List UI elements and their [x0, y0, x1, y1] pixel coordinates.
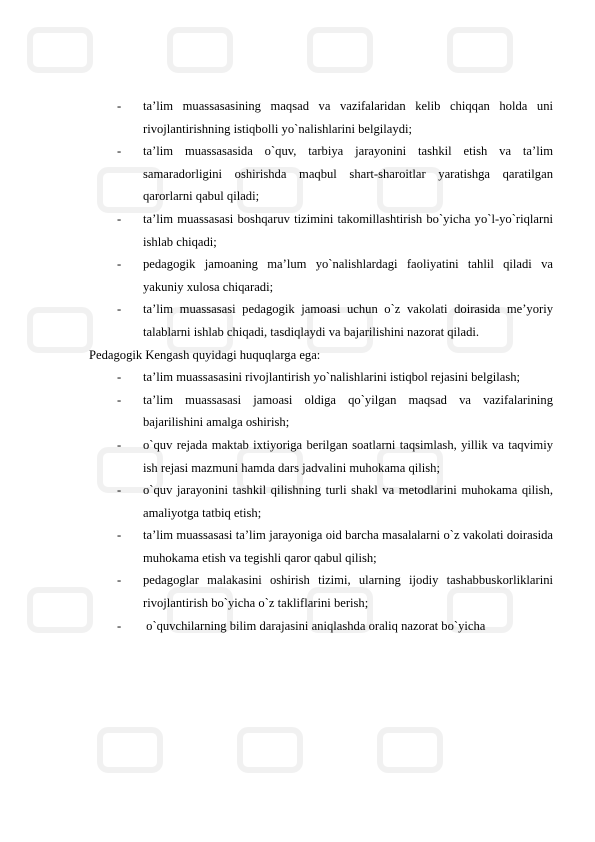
list2-item-text: o`quv rejada maktab ixtiyoriga berilgan soatlarni taqsimlash, yillik va taqvimiy ish rejasi mazmuni hamda dars jadvalini muhokama qilish; — [143, 437, 553, 475]
list2-item — [117, 524, 553, 569]
list1-item — [117, 208, 553, 253]
list2-item — [117, 366, 553, 389]
bullet-dash: - — [117, 618, 122, 633]
list1-item-text: ta’lim muassasasida o`quv, tarbiya jarayonini tashkil etish va ta’lim samaradorligini oshirishda maqbul shart-sharoitlar yaratishga qaratilgan qarorlarni qabul qiladi; — [143, 144, 553, 204]
list1-item — [117, 298, 553, 343]
document-body — [0, 95, 595, 637]
list1-item-text: ta’lim muassasasining maqsad va vazifalaridan kelib chiqqan holda uni rivojlantirishning istiqbolli yo`nalishlarini belgilaydi; — [143, 99, 553, 136]
list2-item-text: pedagoglar malakasini oshirish tizimi, ularning ijodiy tashabbuskorliklarini rivojlantirish bo`yicha o`z takliflarini berish; — [143, 573, 553, 611]
bullet-dash: - — [117, 483, 122, 498]
list2-item-text: o`quv jarayonini tashkil qilishning turli shakl va metodlarini muhokama qilish, amaliyotga tatbiq etish; — [143, 483, 553, 520]
bullet-dash: - — [117, 392, 122, 407]
list2-item-text: ta’lim muassasasi jamoasi oldiga qo`yilgan maqsad va vazifalarining bajarilishini amalga oshirish; — [143, 392, 553, 430]
list2-item — [117, 569, 553, 614]
list1-item — [117, 253, 553, 298]
bullet-dash: - — [117, 302, 122, 317]
bullet-dash: - — [117, 528, 122, 543]
list1-item — [117, 140, 553, 208]
list1-item-text: ta’lim muassasasi boshqaruv tizimini takomillashtirish bo`yicha yo`l-yo`riqlarni ishlab chiqadi; — [143, 211, 553, 249]
list2-item-text: ta’lim muassasasini rivojlantirish yo`nalishlarini istiqbol rejasini belgilash; — [143, 370, 521, 385]
list2-item-text: ta’lim muassasasi ta’lim jarayoniga oid barcha masalalarni o`z vakolati doirasida muhokama etish va tegishli qaror qabul qilish; — [143, 528, 553, 565]
rights-intro: Pedagogik Kengash quyidagi huquqlarga ega: — [89, 347, 321, 362]
bullet-dash: - — [117, 99, 122, 113]
list2-item — [117, 434, 553, 479]
list2-item — [117, 479, 553, 524]
bullet-dash: - — [117, 211, 122, 226]
list2-item — [117, 615, 553, 638]
bullet-dash: - — [117, 257, 122, 272]
bullet-dash: - — [117, 437, 122, 452]
list1-item — [117, 95, 553, 140]
bullet-dash: - — [117, 370, 122, 385]
list2-item — [117, 389, 553, 434]
list2-item-text: o`quvchilarning bilim darajasini aniqlashda oraliq nazorat bo`yicha — [143, 618, 486, 633]
bullet-dash: - — [117, 573, 122, 588]
bullet-dash: - — [117, 144, 122, 159]
list1-item-text: ta’lim muassasasi pedagogik jamoasi uchun o`z vakolati doirasida me’yoriy talablarni ishlab chiqadi, tasdiqlaydi va bajarilishini nazorat qiladi. — [143, 302, 553, 339]
list1-item-text: pedagogik jamoaning ma’lum yo`nalishlardagi faoliyatini tahlil qiladi va yakuniy xulosa chiqaradi; — [143, 257, 553, 294]
